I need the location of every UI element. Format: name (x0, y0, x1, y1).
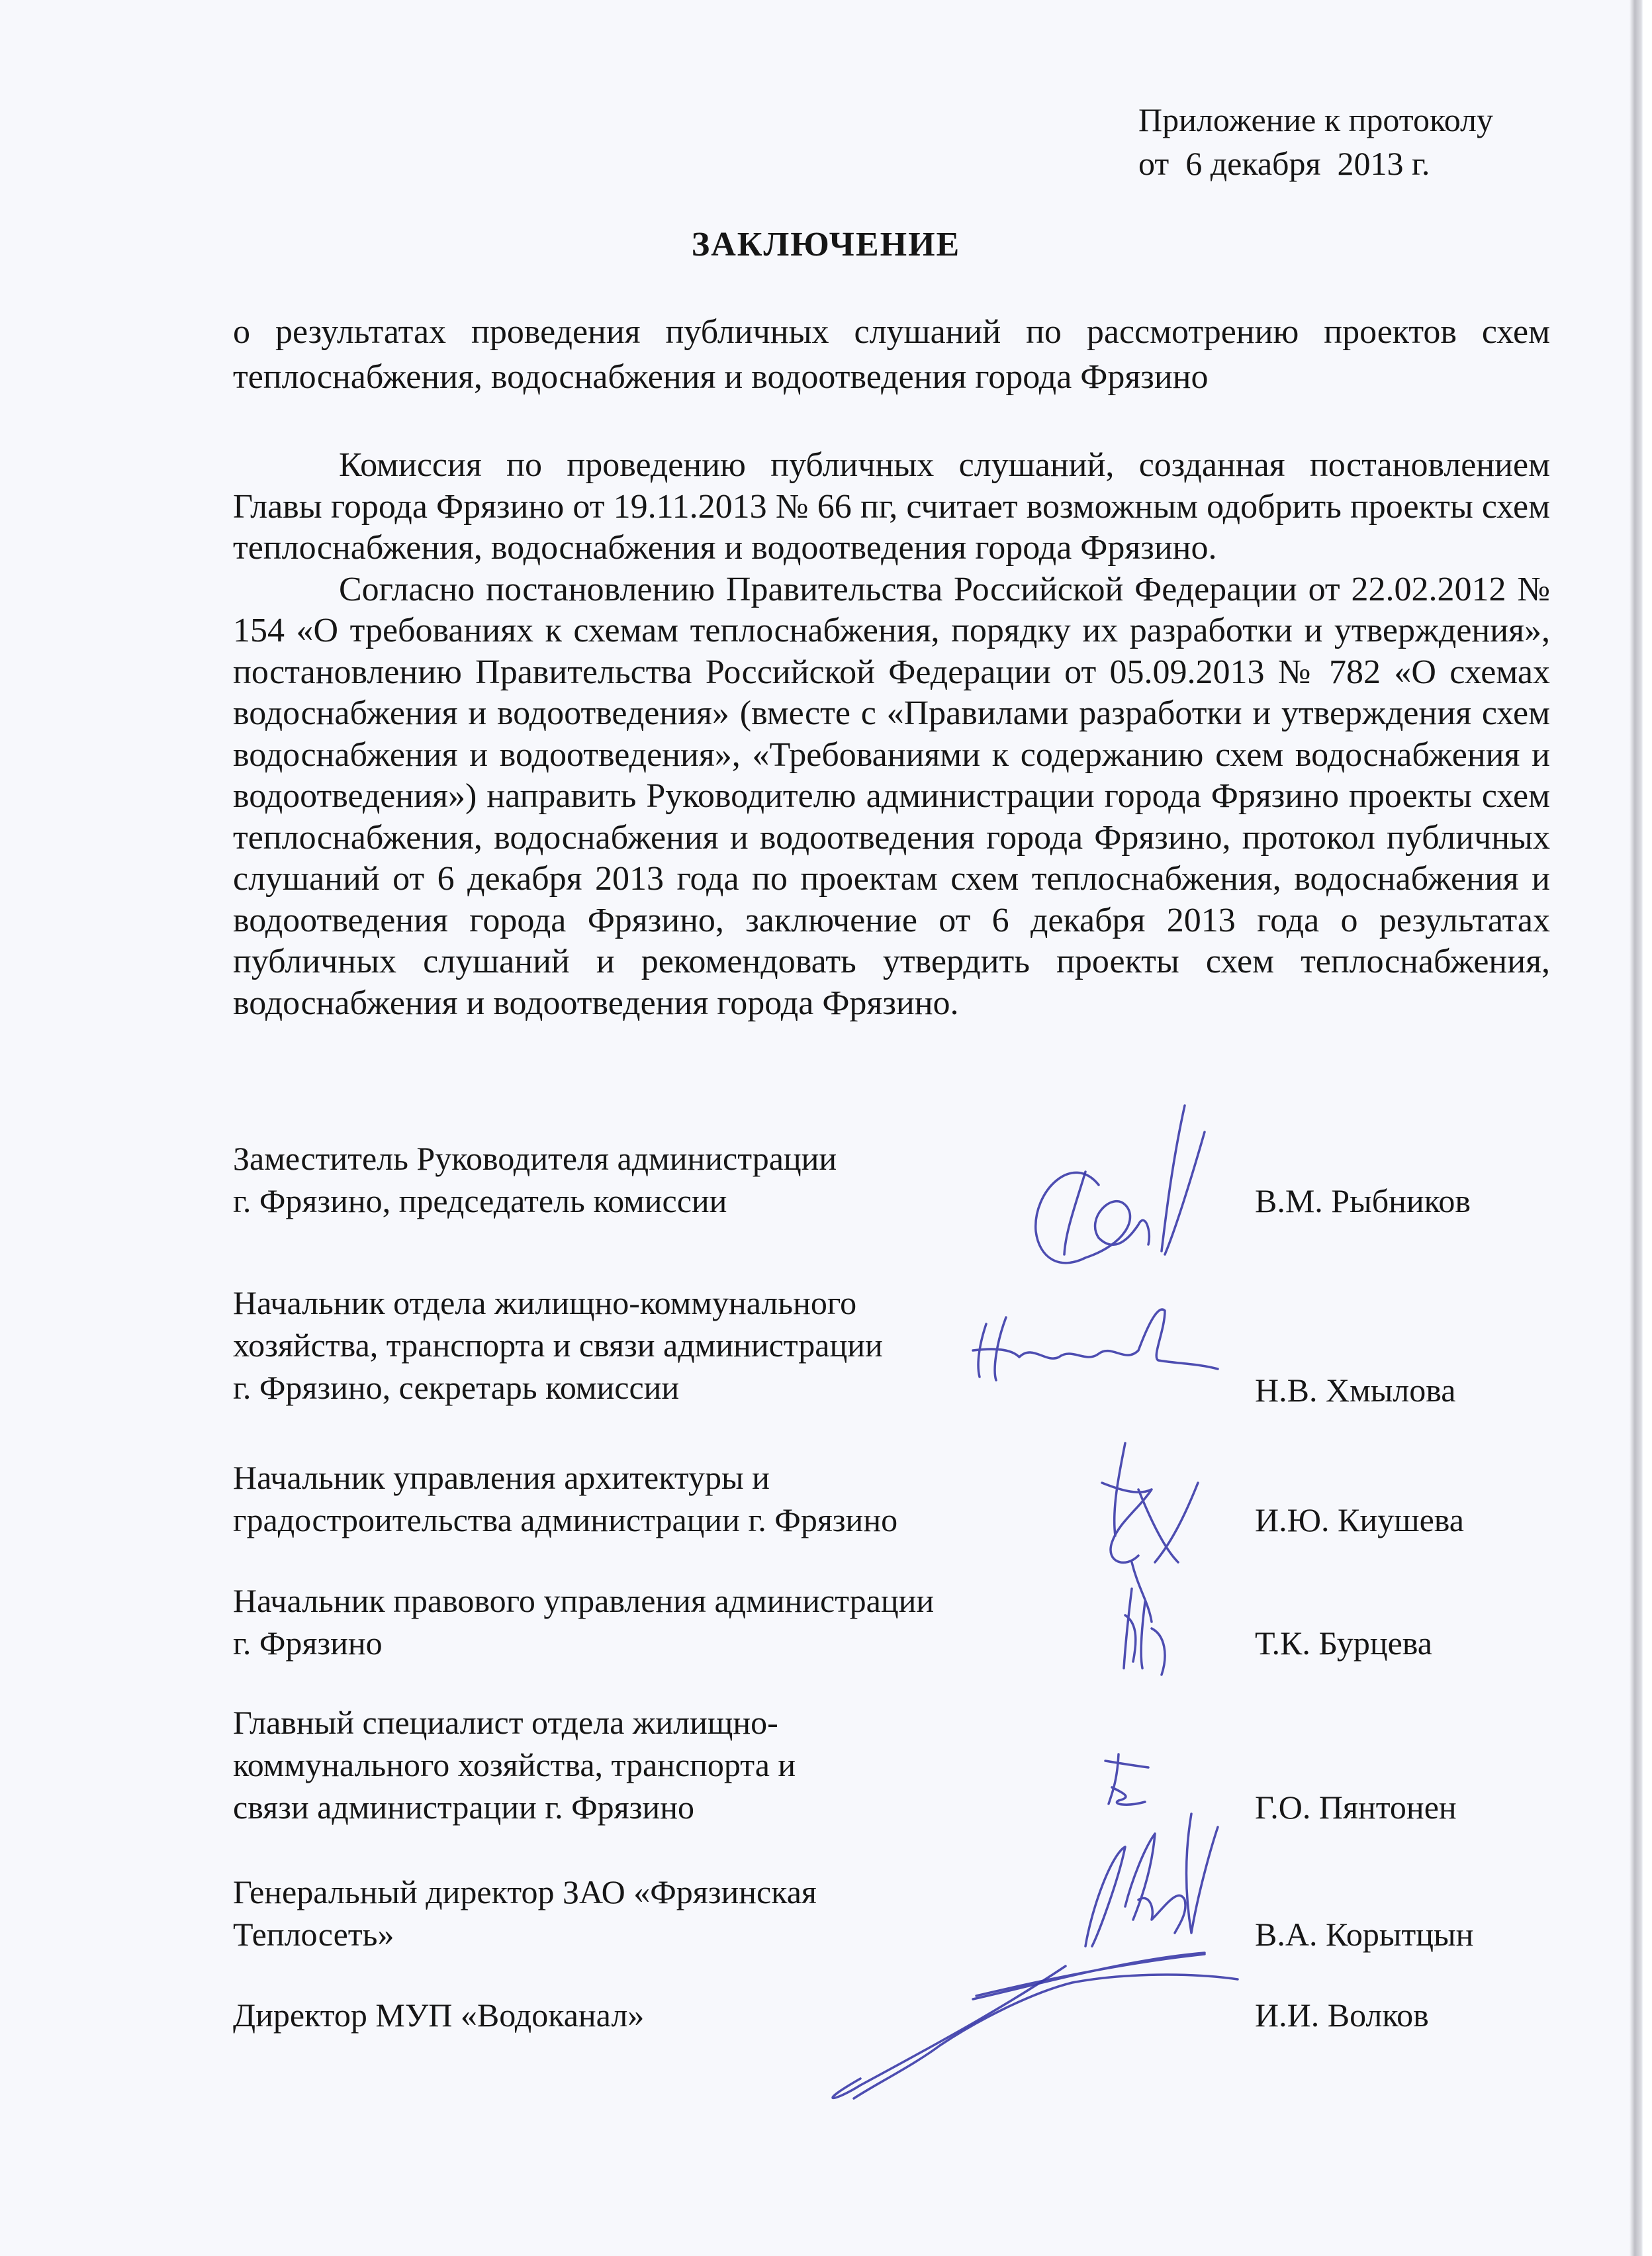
paragraph: Комиссия по проведению публичных слушаний, созданная постановлением Главы города Фрязино от 19.11.2013 № 66 пг, считает возможным одобрить проекты схем теплоснабжения, водоснабжения и водоотведения города Фрязино. (233, 446, 1550, 567)
document-subtitle: о результатах проведения публичных слушаний по рассмотрению проектов схем теплоснабжения, водоснабжения и водоотведения города Фрязино (233, 313, 1550, 396)
role-line: г. Фрязино, секретарь комиссии (233, 1369, 680, 1406)
signer-role (233, 1871, 1001, 1955)
signer-role (233, 1456, 1001, 1541)
role-line: Главный специалист отдела жилищно- (233, 1704, 778, 1741)
signer-role (233, 1579, 1001, 1664)
signature-kiusheva (1102, 1443, 1198, 1562)
signer-name: И.И. Волков (1255, 1997, 1429, 2034)
role-line: Генеральный директор ЗАО «Фрязинская (233, 1873, 817, 1910)
role-line: коммунального хозяйства, транспорта и (233, 1746, 796, 1783)
signer-role (233, 1994, 1001, 2036)
role-line: Заместитель Руководителя администрации (233, 1140, 837, 1177)
role-line: Начальник управления архитектуры и (233, 1459, 770, 1496)
paragraph: Согласно постановлению Правительства Российской Федерации от 22.02.2012 № 154 «О требованиях к схемам теплоснабжения, порядку их разработки и утверждения», постановлению Правительства Российской Федерации от 05.09.2013 № 782 «О схемах водоснабжения и водоотведения» (вместе с «Правилами разработки и утверждения схем водоснабжения и водоотведения», «Требованиями к содержанию схем водоснабжения и водоотведения») направить Руководителю администрации города Фрязино проекты схем теплоснабжения, водоснабжения и водоотведения города Фрязино, протокол публичных слушаний от 6 декабря 2013 года по проектам схем теплоснабжения, водоснабжения и водоотведения города Фрязино, заключение от 6 декабря 2013 года о результатах публичных слушаний и рекомендовать утвердить проекты схем теплоснабжения, водоснабжения и водоотведения города Фрязино. (233, 570, 1550, 1022)
role-line: г. Фрязино, председатель комиссии (233, 1182, 727, 1219)
signer-name: В.А. Корытцын (1255, 1916, 1474, 1953)
annex-note (1138, 98, 1493, 185)
role-line: Начальник отдела жилищно-коммунального (233, 1284, 857, 1321)
document-title: ЗАКЛЮЧЕНИЕ (691, 226, 961, 263)
annex-line-2: от 6 декабря 2013 г. (1138, 145, 1430, 182)
role-line: Теплосеть» (233, 1916, 394, 1953)
signature-pyantonen (1105, 1754, 1148, 1805)
signature-khmylova (973, 1309, 1218, 1380)
role-line: связи администрации г. Фрязино (233, 1789, 694, 1826)
signature-korytsyn (1085, 1814, 1218, 1946)
signer-role (233, 1701, 1001, 1828)
role-line: Начальник правового управления администрации (233, 1582, 935, 1619)
document-body (233, 445, 1550, 1024)
signer-name: И.Ю. Киушева (1255, 1501, 1464, 1538)
signer-name: В.М. Рыбников (1255, 1182, 1471, 1219)
signer-name: Т.К. Бурцева (1255, 1624, 1432, 1662)
role-line: г. Фрязино (233, 1624, 383, 1662)
scan-edge (1643, 0, 1652, 2256)
role-line: хозяйства, транспорта и связи администрации (233, 1327, 883, 1364)
signature-rybnikov (1036, 1105, 1205, 1263)
signer-name: Н.В. Хмылова (1255, 1372, 1456, 1409)
signer-role (233, 1137, 1001, 1222)
annex-line-1: Приложение к протоколу (1138, 101, 1493, 138)
role-line: Директор МУП «Водоканал» (233, 1997, 645, 2034)
signer-role (233, 1282, 1001, 1409)
signer-name: Г.О. Пянтонен (1255, 1789, 1457, 1826)
scan-edge-shadow (1629, 0, 1643, 2256)
role-line: градостроительства администрации г. Фрязино (233, 1501, 898, 1538)
signature-burtseva (1124, 1562, 1165, 1675)
